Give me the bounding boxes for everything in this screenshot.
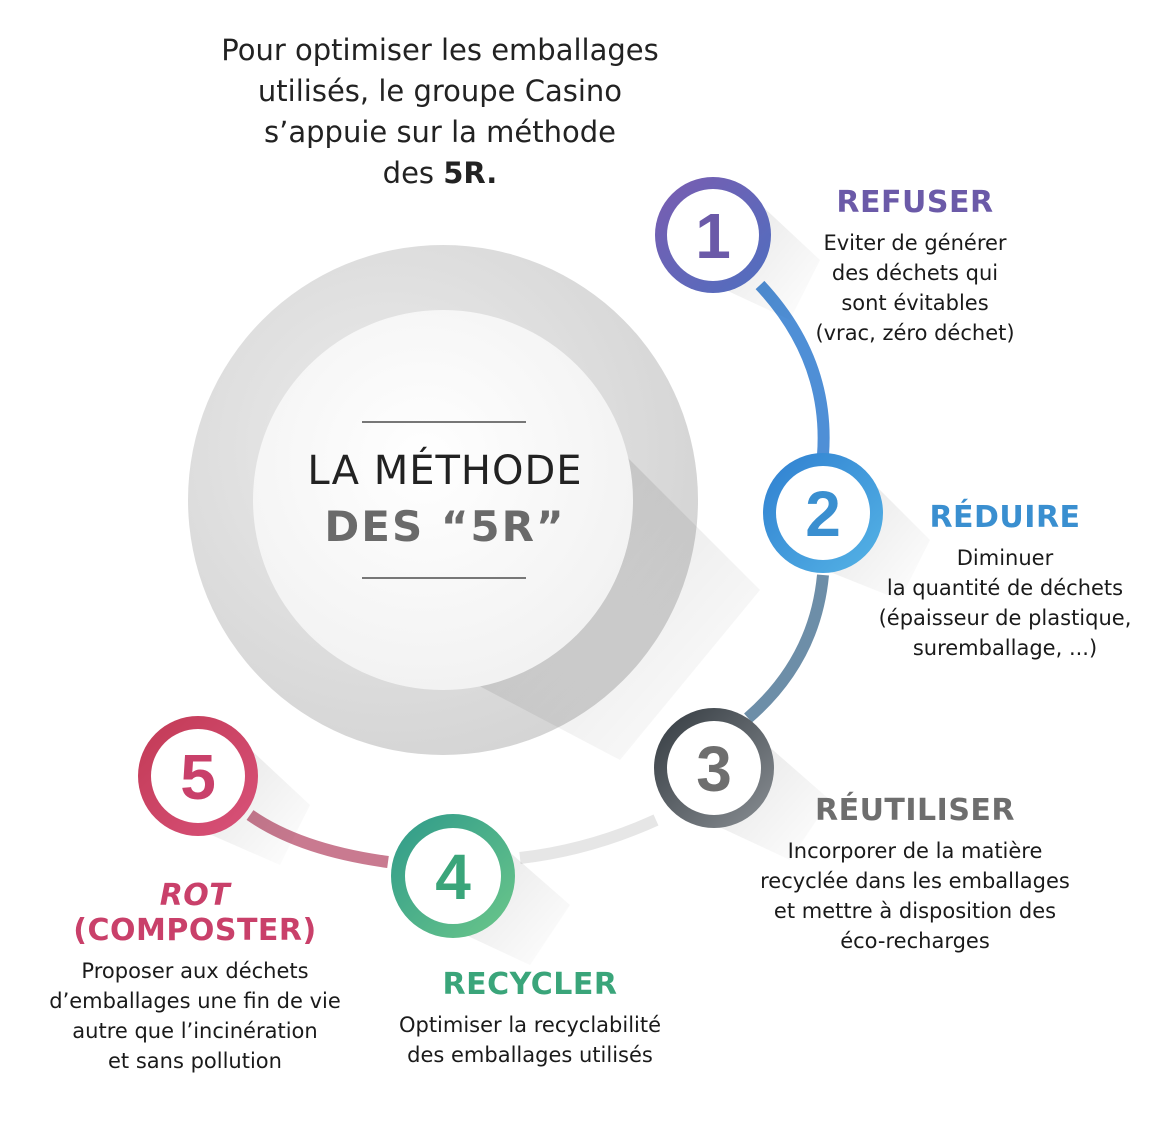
connector-3-4 [520,820,656,858]
step-4-text [380,967,680,1070]
step-3-desc-4: éco-recharges [840,929,990,953]
intro-line-2: utilisés, le groupe Casino [257,74,623,108]
intro-text [190,30,690,194]
intro-line-1: Pour optimiser les emballages [221,33,659,67]
step-1-number: 1 [695,200,731,272]
step-5-title-2: (COMPOSTER) [73,913,317,948]
step-5-desc-3: autre que l’incinération [72,1019,318,1043]
intro-line-4-prefix: des [382,156,444,190]
step-4-desc-1: Optimiser la recyclabilité [398,1013,662,1037]
center-disc [253,310,633,690]
step-5-desc-2: d’emballages une fin de vie [49,989,341,1013]
step-3-desc-3: et mettre à disposition des [773,899,1057,923]
step-5-number: 5 [180,741,216,813]
step-2-desc-2: la quantité de déchets [886,576,1124,600]
intro-line-4 [190,153,690,194]
step-2-text [870,500,1140,663]
step-1-desc-4: (vrac, zéro déchet) [815,321,1015,345]
step-5-circle [138,716,310,865]
intro-line-4-bold: 5R. [443,156,498,190]
step-1-desc-1: Eviter de générer [823,231,1007,255]
step-4-circle [391,814,570,965]
step-1-text [790,185,1040,348]
intro-line-3: s’appuie sur la méthode [264,115,616,149]
step-5-text [35,878,355,1076]
step-3-title: RÉUTILISER [814,793,1016,828]
step-1-title: REFUSER [836,185,994,220]
step-2-desc-4: suremballage, ...) [912,636,1098,660]
step-4-title: RECYCLER [442,967,618,1002]
step-2-title: RÉDUIRE [929,500,1081,535]
center-title: LA MÉTHODE [307,448,583,494]
step-5-desc-1: Proposer aux déchets [81,959,309,983]
step-3-desc-2: recyclée dans les emballages [760,869,1070,893]
center-subtitle: DES “5R” [324,502,566,551]
step-5-desc-4: et sans pollution [108,1049,282,1073]
step-1-desc-2: des déchets qui [831,261,999,285]
step-2-desc-3: (épaisseur de plastique, [878,606,1132,630]
step-3-text [740,793,1090,956]
step-1-desc-3: sont évitables [841,291,989,315]
step-3-number: 3 [696,733,732,805]
step-4-number: 4 [435,841,471,913]
step-5-title: ROT [159,878,231,913]
step-2-desc-1: Diminuer [956,546,1054,570]
step-3-desc-1: Incorporer de la matière [787,839,1043,863]
connector-2-3 [748,575,823,718]
step-2-number: 2 [805,478,841,550]
step-4-desc-2: des emballages utilisés [407,1043,653,1067]
